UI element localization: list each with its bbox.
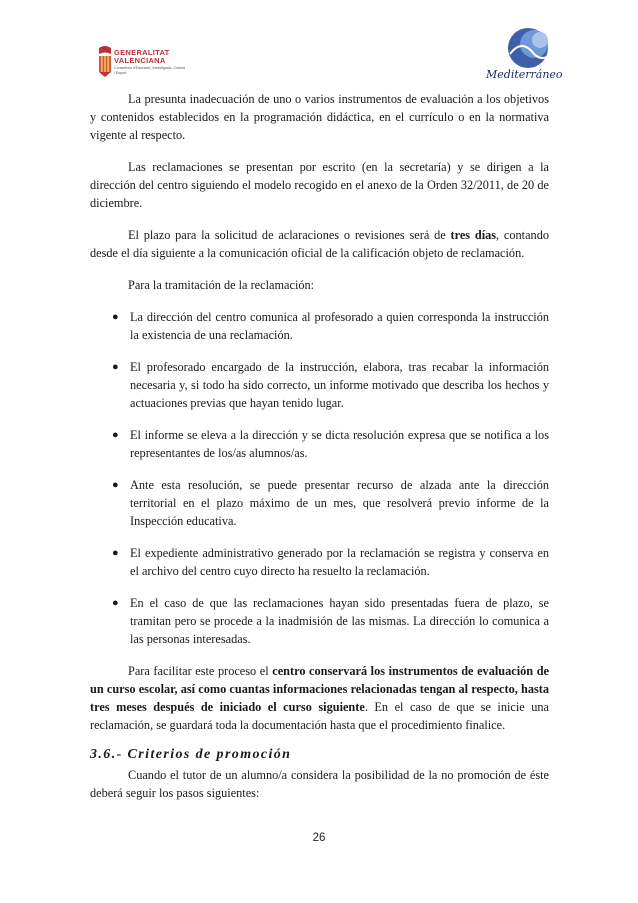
paragraph: Cuando el tutor de un alumno/a considera la posibilidad de la no promoción de éste deberá seguir los pasos siguientes:: [90, 768, 549, 800]
bullet-icon: ●: [112, 479, 119, 491]
paragraph: La presunta inadecuación de uno o varios instrumentos de evaluación a los objetivos y contenidos establecidos en la programación didáctica, en el currículo o en la normativa vigente al respecto.: [90, 92, 549, 142]
gv-logo-line1: GENERALITAT: [114, 48, 170, 57]
generalitat-valenciana-logo: [96, 42, 186, 86]
gv-logo-line2: VALENCIANA: [114, 56, 166, 65]
section-heading: 3.6.- Criterios de promoción: [90, 747, 292, 762]
list-item-text: El profesorado encargado de la instrucción, elabora, tras recabar la información necesaria y, si todo ha sido correcto, un informe motivado que describa los hechos y actuaciones previas que hayan tenido lugar.: [130, 360, 549, 410]
list-item-text: El expediente administrativo generado por la reclamación se registra y conserva en el archivo del centro cuyo directo ha resuelto la reclamación.: [130, 546, 549, 578]
bullet-icon: ●: [112, 597, 119, 609]
text-run: , contando desde el día siguiente a la comunicación oficial de la calificación objeto de reclamación.: [90, 228, 549, 260]
text-run: . En el caso de que se inicie una reclamación, se guardará toda la documentación hasta que el procedimiento finalice.: [90, 700, 550, 732]
bold-text: centro conservará los instrumentos de evaluación de un curso escolar, así como cuantas informaciones relacionadas tengan al respecto, hasta tres meses después de iniciado el curso siguiente: [90, 664, 549, 714]
paragraph: Para la tramitación de la reclamación:: [128, 278, 315, 292]
text-run: Para facilitar este proceso el: [128, 664, 273, 678]
list-item: [90, 308, 549, 344]
bullet-icon: ●: [112, 429, 119, 441]
list-item: [90, 476, 549, 530]
bullet-icon: ●: [112, 547, 119, 559]
list-item: [90, 594, 549, 648]
gv-emblem-icon: [96, 44, 114, 78]
list-item: [90, 358, 549, 412]
list-item-text: En el caso de que las reclamaciones hayan sido presentadas fuera de plazo, se tramitan pero se procede a la inadmisión de las mismas. La dirección lo comunica a las personas interesadas.: [130, 596, 549, 646]
paragraph: Las reclamaciones se presentan por escrito (en la secretaría) y se dirigen a la dirección del centro siguiendo el modelo recogido en el anexo de la Orden 32/2011, de 20 de diciembre.: [90, 160, 549, 210]
gv-logo-subtitle: Conselleria d'Educació, Investigació, Cultura i Esport: [114, 66, 186, 75]
list-item-text: La dirección del centro comunica al profesorado a quien corresponda la instrucción la existencia de una reclamación.: [130, 310, 549, 342]
bullet-icon: ●: [112, 311, 119, 323]
list-item: [90, 544, 549, 580]
mediterraneo-emblem-icon: [498, 24, 558, 70]
list-item-text: Ante esta resolución, se puede presentar recurso de alzada ante la dirección territorial en el plazo máximo de un mes, que resolverá previo informe de la Inspección educativa.: [130, 478, 549, 528]
paragraph: [90, 226, 549, 262]
bold-text: tres días: [450, 228, 497, 242]
list-item-text: El informe se eleva a la dirección y se dicta resolución expresa que se notifica a los representantes de los/as alumnos/as.: [130, 428, 549, 460]
page-body: [90, 90, 549, 802]
mediterraneo-logo: [478, 24, 578, 90]
mediterraneo-logo-text: Mediterráneo: [486, 68, 563, 81]
bullet-icon: ●: [112, 361, 119, 373]
text-run: El plazo para la solicitud de aclaraciones o revisiones será de: [128, 228, 451, 242]
paragraph: [90, 662, 549, 734]
bullet-list: [90, 308, 549, 648]
page-number: 26: [312, 832, 326, 844]
list-item: [90, 426, 549, 462]
